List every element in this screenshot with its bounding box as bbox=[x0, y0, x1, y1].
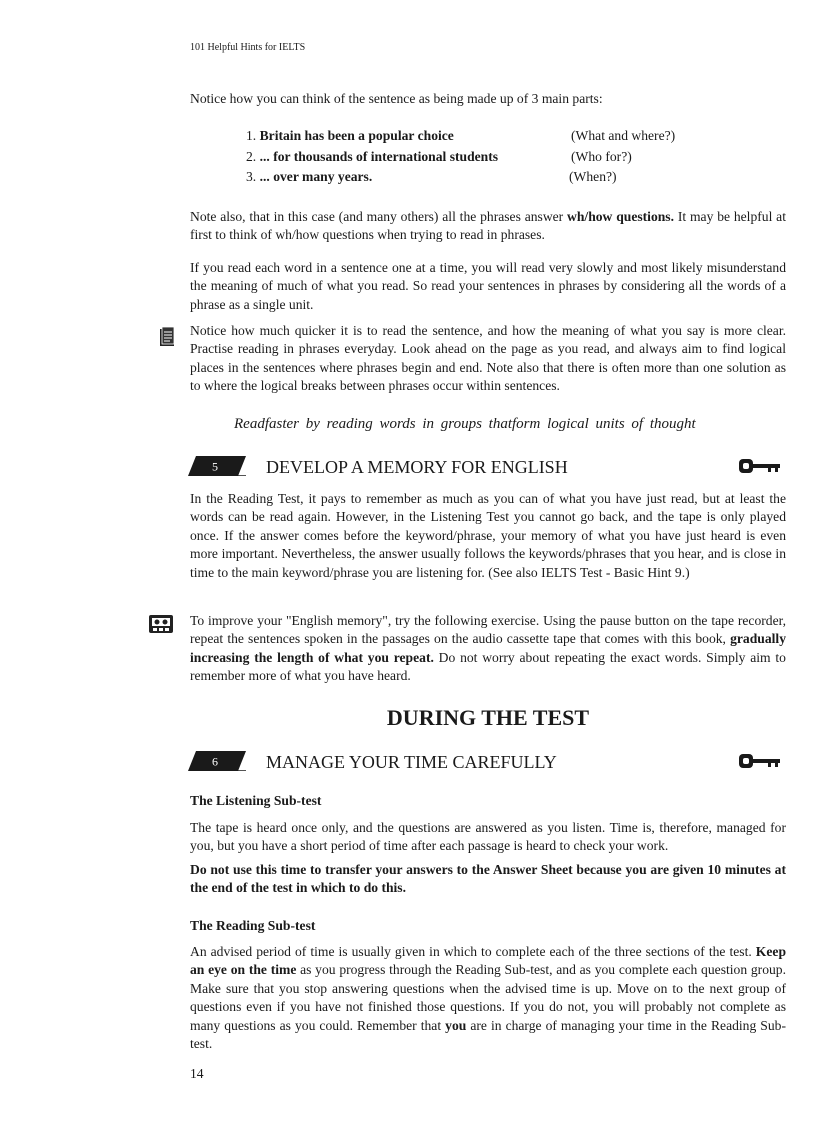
tape-recorder-icon bbox=[148, 614, 174, 634]
section-title: DURING THE TEST bbox=[386, 705, 590, 730]
intro-paragraph: Notice how you can think of the sentence as being made up of 3 main parts: bbox=[190, 91, 603, 106]
part-question: (When?) bbox=[569, 169, 617, 184]
list-item: 2. ... for thousands of international students (Who for?) bbox=[246, 147, 726, 168]
page-number: 14 bbox=[190, 1066, 204, 1081]
key-icon bbox=[738, 458, 782, 474]
tape-paragraph: The tape is heard once only, and the questions are answered as you listen. Time is, therefore, managed for you, but you have a short period of time after each passage is heard to check your work. bbox=[190, 820, 786, 854]
hint-5-heading bbox=[188, 456, 788, 478]
hint-title: DEVELOP A MEMORY FOR ENGLISH bbox=[266, 457, 568, 477]
running-head: 101 Helpful Hints for IELTS bbox=[190, 42, 306, 53]
key-icon bbox=[738, 753, 782, 769]
listening-subheading: The Listening Sub-test bbox=[190, 793, 322, 808]
sentence-parts-list bbox=[246, 126, 726, 188]
reading-subheading: The Reading Sub-test bbox=[190, 918, 316, 933]
note-paragraph: Note also, that in this case (and many others) all the phrases answer wh/how questions. It may be helpful at first to think of wh/how questions when trying to read in phrases. bbox=[190, 209, 786, 243]
hint-6-heading bbox=[188, 751, 788, 773]
do-not-paragraph: Do not use this time to transfer your answers to the Answer Sheet because you are given 10 minutes at the end of the test in which to do this. bbox=[190, 862, 786, 896]
part-question: (What and where?) bbox=[571, 128, 676, 143]
quicker-paragraph: Notice how much quicker it is to read the sentence, and how the meaning of what you say is more clear. Practise reading in phrases everyday. Look ahead on the page as you read, and always aim to find logical places in the sentences where phrases begin and end. Note also that there is often more than one solution as to where the logical breaks between phrases occur within sentences. bbox=[190, 323, 786, 394]
part-question: (Who for?) bbox=[571, 148, 632, 164]
part-text: ... for thousands of international students bbox=[259, 148, 499, 164]
maxim-quote: Readfaster by reading words in groups thatform logical units of thought bbox=[234, 416, 696, 432]
each-word-paragraph: If you read each word in a sentence one at a time, you will read very slowly and most likely misunderstand the meaning of much of what you read. So read your sentences in phrases by considering all the words of a phrase as a single unit. bbox=[190, 260, 786, 312]
svg-text:6: 6 bbox=[212, 754, 218, 769]
svg-text:5: 5 bbox=[212, 459, 218, 474]
hint-number-badge bbox=[188, 751, 246, 771]
reading-test-paragraph: In the Reading Test, it pays to remember as much as you can of what you have just read, but at least the words can be read again. However, in the Listening Test you cannot go back, and the tape is only played once. If the answer comes before the keyword/phrase, your memory of what you have just heard is even more important. Nevertheless, the answer usually follows the keywords/phrases that you hear, and is close in time to the main keyword/phrase you are listening for. (See also IELTS Test - Basic Hint 9.) bbox=[190, 491, 786, 580]
list-item: 3. ... over many years. (When?) bbox=[246, 167, 726, 188]
improve-paragraph: To improve your "English memory", try the following exercise. Using the pause button on the tape recorder, repeat the sentences spoken in the passages on the audio cassette tape that comes with this book, gradually increasing the length of what you repeat. Do not worry about repeating the exact words. Simply aim to remember more of what you have heard. bbox=[190, 613, 786, 684]
notepad-icon bbox=[157, 326, 177, 348]
list-item: 1. Britain has been a popular choice (What and where?) bbox=[246, 126, 726, 147]
hint-title: MANAGE YOUR TIME CAREFULLY bbox=[266, 752, 557, 772]
part-text: ... over many years. bbox=[259, 169, 373, 184]
hint-number-badge bbox=[188, 456, 246, 476]
part-text: Britain has been a popular choice bbox=[259, 128, 454, 143]
advised-paragraph: An advised period of time is usually given in which to complete each of the three sections of the test. Keep an eye on the time as you progress through the Reading Sub-test, and as you complete each question group. Make sure that you stop answering questions when the advised time is up. Move on to the next group of questions even if you have not finished those questions. If you do not, you will probably not complete as many questions as you could. Remember that you are in charge of managing your time in the Reading Sub-test. bbox=[190, 944, 786, 1052]
